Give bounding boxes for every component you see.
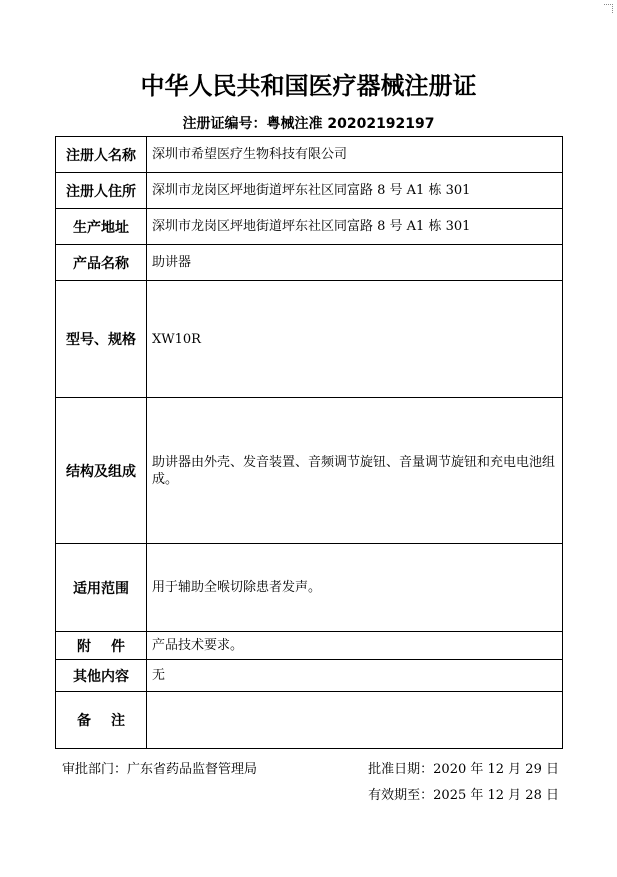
field-label: 注册人住所 bbox=[56, 173, 147, 209]
field-label: 注册人名称 bbox=[56, 137, 147, 173]
page-corner-mark bbox=[604, 4, 613, 13]
row-production-address bbox=[56, 209, 563, 245]
approval-date: 批准日期：2020 年 12 月 29 日 bbox=[368, 762, 559, 777]
row-attachments bbox=[56, 632, 563, 660]
field-value: XW10R bbox=[147, 281, 563, 398]
field-value: 产品技术要求。 bbox=[147, 632, 563, 660]
field-label: 产品名称 bbox=[56, 245, 147, 281]
field-label: 其他内容 bbox=[56, 660, 147, 692]
certificate-number-value: 粤械注准 20202192197 bbox=[266, 116, 435, 132]
field-label: 适用范围 bbox=[56, 544, 147, 632]
field-value bbox=[147, 692, 563, 749]
document-title: 中华人民共和国医疗器械注册证 bbox=[140, 72, 477, 100]
field-label: 备注 bbox=[56, 692, 147, 749]
field-label: 生产地址 bbox=[56, 209, 147, 245]
row-model-spec bbox=[56, 281, 563, 398]
row-other bbox=[56, 660, 563, 692]
certificate-number bbox=[0, 113, 617, 133]
field-value: 助讲器由外壳、发音装置、音频调节旋钮、音量调节旋钮和充电电池组成。 bbox=[147, 398, 563, 544]
field-value: 用于辅助全喉切除患者发声。 bbox=[147, 544, 563, 632]
row-scope bbox=[56, 544, 563, 632]
row-registrant-address bbox=[56, 173, 563, 209]
field-label: 结构及组成 bbox=[56, 398, 147, 544]
row-registrant-name bbox=[56, 137, 563, 173]
row-remarks bbox=[56, 692, 563, 749]
field-value: 助讲器 bbox=[147, 245, 563, 281]
field-label: 型号、规格 bbox=[56, 281, 147, 398]
registration-table bbox=[55, 136, 563, 749]
field-value: 深圳市希望医疗生物科技有限公司 bbox=[147, 137, 563, 173]
approval-authority: 审批部门：广东省药品监督管理局 bbox=[62, 762, 258, 777]
field-label: 附件 bbox=[56, 632, 147, 660]
field-value: 深圳市龙岗区坪地街道坪东社区同富路 8 号 A1 栋 301 bbox=[147, 209, 563, 245]
field-value: 深圳市龙岗区坪地街道坪东社区同富路 8 号 A1 栋 301 bbox=[147, 173, 563, 209]
field-value: 无 bbox=[147, 660, 563, 692]
row-structure bbox=[56, 398, 563, 544]
row-product-name bbox=[56, 245, 563, 281]
certificate-number-label: 注册证编号： bbox=[182, 116, 267, 132]
valid-until: 有效期至：2025 年 12 月 28 日 bbox=[368, 788, 559, 803]
